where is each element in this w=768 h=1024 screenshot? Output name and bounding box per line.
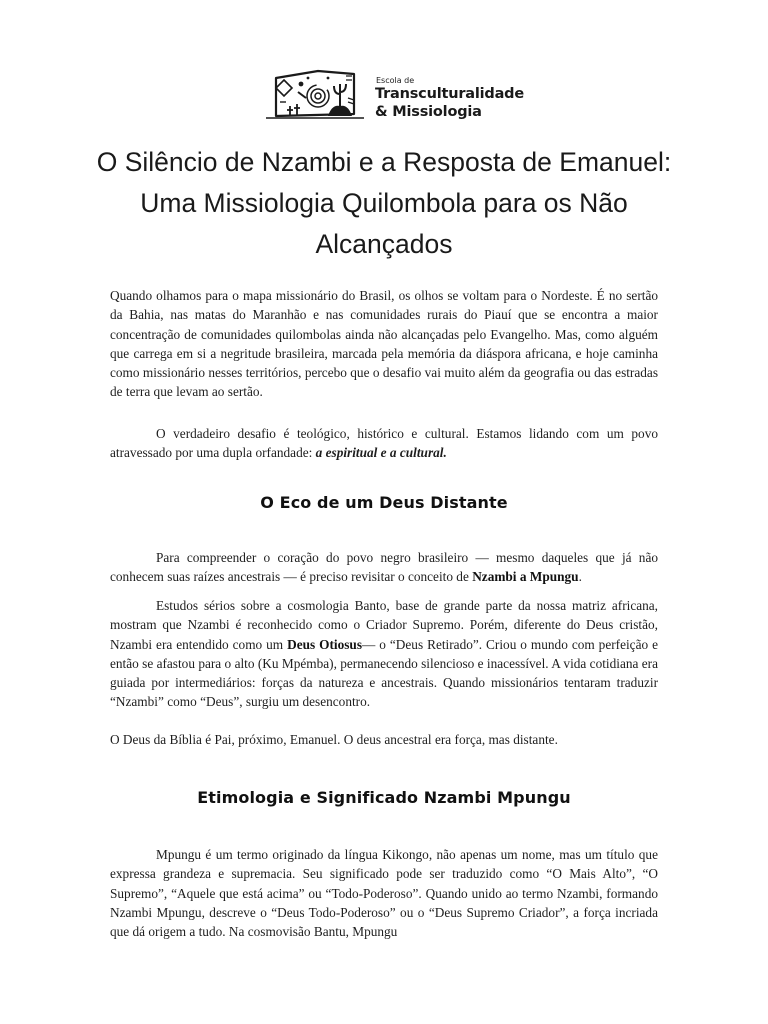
- section2-paragraph-1: Mpungu é um termo originado da língua Kikongo, não apenas um nome, mas um título que expressa grandeza e supremacia. Seu significado pode ser traduzido como “O Mais Alto”, “O Supremo”, “Aquele que está acima” ou “Todo-Poderoso”. Quando unido ao termo Nzambi, formando Nzambi Mpungu, descreve o “Deus Todo-Poderoso” ou o “Deus Supremo Criador”, a força incriada que dá origem a tudo. Na cosmovisão Bantu, Mpungu: [110, 847, 658, 940]
- section1-p1-end: .: [578, 569, 582, 585]
- document-title: O Silêncio de Nzambi e a Resposta de Emanuel: Uma Missiologia Quilombola para os Não Alcançados: [96, 147, 672, 259]
- intro-paragraph-2-text: O verdadeiro desafio é teológico, histórico e cultural. Estamos lidando com um povo atravessado por uma dupla orfandade:: [110, 426, 658, 461]
- logo-title-line2: & Missiologia: [375, 104, 482, 120]
- section1-p2-text-b: — o “Deus Retirado”. Criou o mundo com perfeição e então se afastou para o alto (Ku Mpémba), permanecendo silencioso e inacessível. A vida cotidiana era guiada por intermediários: forças da natureza e ancestrais. Quando missionários tentaram traduzir “Nzambi” como “Deus”, surgiu um desencontro.: [110, 636, 658, 710]
- section1-p2-bold: Deus Otiosus: [287, 636, 363, 652]
- section1-paragraph-2: [110, 596, 658, 712]
- section1-paragraph-1: [110, 548, 658, 587]
- intro-paragraph-1: Quando olhamos para o mapa missionário do Brasil, os olhos se voltam para o Nordeste. É no sertão da Bahia, nas matas do Maranhão e nas comunidades rurais do Piauí que se encontra a maior concentração de comunidades quilombolas ainda não alcançadas pelo Evangelho. Mas, como alguém que carrega em si a negritude brasileira, marcada pela memória da diáspora africana, e hoje caminha como missionário nesses territórios, percebo que o desafio vai muito além da geografia ou das estradas de terra que levam ao sertão.: [110, 288, 658, 400]
- section1-p2-text-a: Estudos sérios sobre a cosmologia Banto, base de grande parte da nossa matriz africana, mostram que Nzambi é reconhecido como o Criador Supremo. Porém, diferente do Deus cristão, Nzambi era entendido como um: [110, 598, 658, 652]
- section1-p1-text: Para compreender o coração do povo negro brasileiro — mesmo daqueles que já não conhecem suas raízes ancestrais — é preciso revisitar o conceito de: [110, 550, 658, 585]
- intro-paragraph-2: [110, 424, 658, 463]
- section1-p1-bold: Nzambi a Mpungu: [472, 569, 579, 585]
- intro-emphasis: a espiritual e a cultural.: [315, 445, 447, 461]
- logo-subtitle: Escola de: [376, 76, 415, 85]
- section-heading-2: Etimologia e Significado Nzambi Mpungu: [197, 788, 571, 807]
- section-heading-1: O Eco de um Deus Distante: [260, 493, 508, 512]
- section1-paragraph-3: O Deus da Bíblia é Pai, próximo, Emanuel. O deus ancestral era força, mas distante.: [110, 732, 558, 747]
- logo-emblem-icon: [262, 66, 370, 124]
- school-logo: [262, 66, 542, 124]
- logo-title-line1: Transculturalidade: [375, 86, 524, 102]
